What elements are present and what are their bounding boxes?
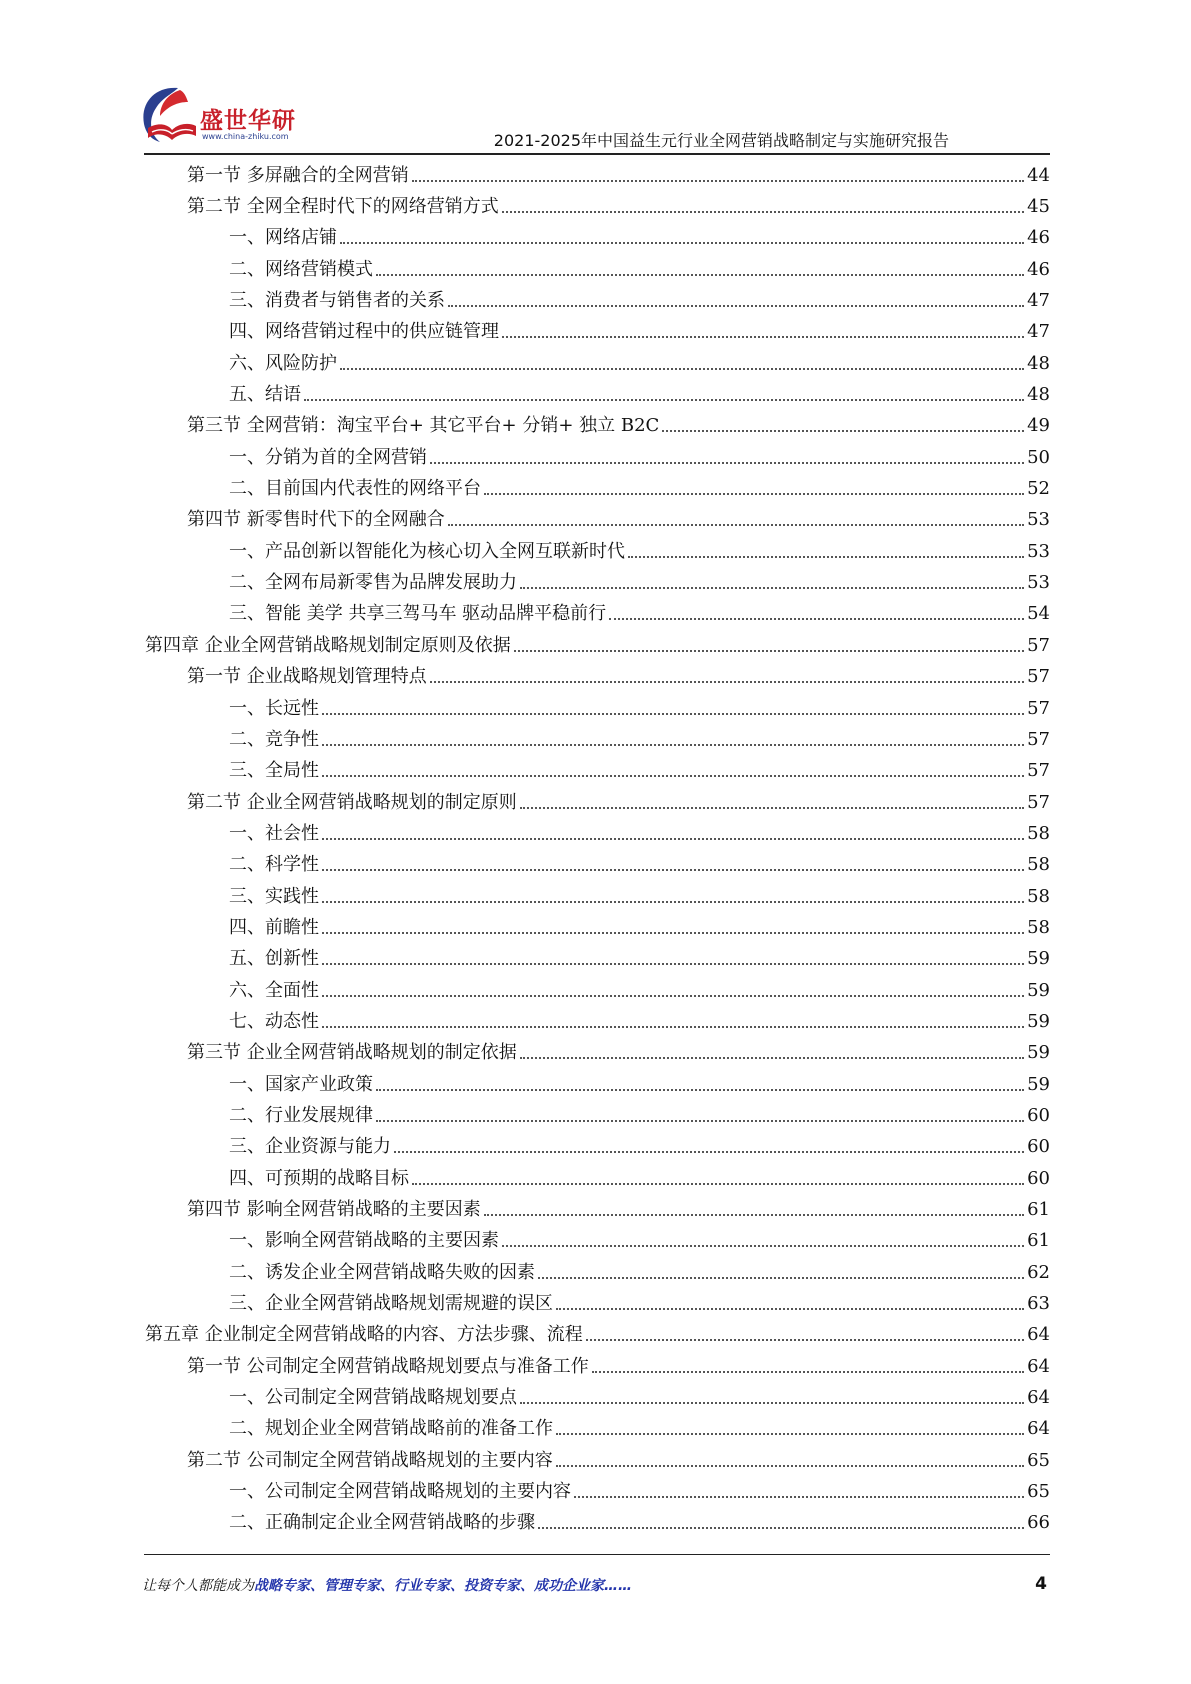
toc-entry-page: 54 (1027, 603, 1050, 625)
slogan-prefix: 让每个人都能成为 (142, 1578, 254, 1594)
toc-dot-leader (484, 493, 1024, 495)
toc-entry-page: 64 (1027, 1387, 1050, 1409)
toc-entry-label: 一、国家产业政策 (229, 1073, 373, 1095)
toc-entry-section[interactable] (0, 1351, 1191, 1382)
toc-entry-label: 第一节 公司制定全网营销战略规划要点与准备工作 (187, 1355, 589, 1377)
toc-entry-section[interactable] (0, 1038, 1191, 1069)
toc-entry-item[interactable] (0, 1288, 1191, 1319)
toc-entry-label: 第二节 企业全网营销战略规划的制定原则 (187, 791, 517, 813)
toc-entry-page: 57 (1027, 666, 1050, 688)
toc-entry-page: 59 (1027, 948, 1050, 970)
toc-entry-label: 一、公司制定全网营销战略规划的主要内容 (229, 1481, 571, 1503)
toc-entry-page: 47 (1027, 290, 1050, 312)
toc-entry-page: 53 (1027, 509, 1050, 531)
toc-entry-section[interactable] (0, 787, 1191, 818)
toc-dot-leader (322, 901, 1024, 903)
toc-entry-page: 57 (1027, 791, 1050, 813)
toc-entry-page: 62 (1027, 1261, 1050, 1283)
toc-entry-item[interactable] (0, 1414, 1191, 1445)
toc-entry-label: 一、社会性 (229, 822, 319, 844)
toc-entry-label: 一、产品创新以智能化为核心切入全网互联新时代 (229, 540, 625, 562)
toc-entry-label: 五、创新性 (229, 948, 319, 970)
toc-entry-label: 二、规划企业全网营销战略前的准备工作 (229, 1418, 553, 1440)
toc-dot-leader (592, 1371, 1024, 1373)
toc-dot-leader (662, 430, 1024, 432)
toc-dot-leader (412, 180, 1024, 182)
toc-entry-label: 一、长远性 (229, 697, 319, 719)
toc-dot-leader (609, 618, 1024, 620)
toc-entry-label: 第四节 新零售时代下的全网融合 (187, 509, 445, 531)
toc-entry-item[interactable] (0, 1226, 1191, 1257)
toc-entry-page: 65 (1027, 1481, 1050, 1503)
logo-url: www.china-zhiku.com (202, 132, 289, 141)
toc-entry-label: 三、实践性 (229, 885, 319, 907)
toc-entry-page: 44 (1027, 164, 1050, 186)
company-logo (138, 84, 338, 148)
toc-dot-leader (322, 1026, 1024, 1028)
toc-entry-page: 64 (1027, 1418, 1050, 1440)
toc-entry-item[interactable] (0, 975, 1191, 1006)
toc-entry-page: 46 (1027, 227, 1050, 249)
toc-dot-leader (556, 1308, 1024, 1310)
toc-dot-leader (514, 650, 1024, 652)
toc-entry-chapter[interactable] (0, 1320, 1191, 1351)
toc-entry-page: 57 (1027, 634, 1050, 656)
footer-slogan (142, 1575, 632, 1595)
toc-entry-item[interactable] (0, 223, 1191, 254)
toc-entry-page: 48 (1027, 352, 1050, 374)
toc-entry-label: 二、竞争性 (229, 728, 319, 750)
toc-entry-item[interactable] (0, 1100, 1191, 1131)
toc-entry-page: 57 (1027, 760, 1050, 782)
toc-entry-label: 三、全局性 (229, 760, 319, 782)
toc-entry-page: 60 (1027, 1167, 1050, 1189)
toc-entry-page: 48 (1027, 384, 1050, 406)
toc-dot-leader (556, 1465, 1024, 1467)
toc-dot-leader (538, 1277, 1024, 1279)
toc-dot-leader (322, 869, 1024, 871)
toc-entry-item[interactable] (0, 944, 1191, 975)
toc-dot-leader (628, 556, 1024, 558)
toc-entry-page: 53 (1027, 572, 1050, 594)
toc-entry-page: 57 (1027, 728, 1050, 750)
toc-entry-label: 第三节 全网营销：淘宝平台+ 其它平台+ 分销+ 独立 B2C (187, 415, 660, 437)
book-swoosh-logo-icon (138, 84, 200, 148)
toc-entry-page: 49 (1027, 415, 1050, 437)
toc-entry-page: 50 (1027, 446, 1050, 468)
toc-entry-label: 第二节 全网全程时代下的网络营销方式 (187, 196, 499, 218)
toc-dot-leader (586, 1339, 1024, 1341)
toc-dot-leader (412, 1183, 1024, 1185)
toc-entry-label: 三、智能 美学 共享三驾马车 驱动品牌平稳前行 (229, 603, 607, 625)
toc-entry-page: 58 (1027, 822, 1050, 844)
toc-entry-section[interactable] (0, 505, 1191, 536)
toc-dot-leader (484, 1214, 1024, 1216)
toc-dot-leader (322, 932, 1024, 934)
report-title: 2021-2025年中国益生元行业全网营销战略制定与实施研究报告 (493, 131, 949, 150)
toc-entry-section[interactable] (0, 411, 1191, 442)
toc-entry-page: 53 (1027, 540, 1050, 562)
toc-entry-label: 七、动态性 (229, 1010, 319, 1032)
toc-entry-item[interactable] (0, 850, 1191, 881)
toc-dot-leader (502, 211, 1024, 213)
toc-entry-label: 五、结语 (229, 384, 301, 406)
toc-entry-label: 二、网络营销模式 (229, 258, 373, 280)
toc-entry-item[interactable] (0, 536, 1191, 567)
toc-entry-label: 六、全面性 (229, 979, 319, 1001)
footer-divider (144, 1554, 1050, 1555)
toc-entry-label: 二、全网布局新零售为品牌发展助力 (229, 572, 517, 594)
toc-entry-item[interactable] (0, 1163, 1191, 1194)
toc-entry-item[interactable] (0, 285, 1191, 316)
toc-entry-item[interactable] (0, 912, 1191, 943)
toc-entry-page: 47 (1027, 321, 1050, 343)
toc-dot-leader (448, 524, 1024, 526)
toc-entry-label: 一、影响全网营销战略的主要因素 (229, 1230, 499, 1252)
toc-entry-item[interactable] (0, 818, 1191, 849)
toc-entry-item[interactable] (0, 1006, 1191, 1037)
toc-dot-leader (340, 368, 1024, 370)
table-of-contents (0, 160, 1191, 1539)
toc-entry-label: 一、网络店铺 (229, 227, 337, 249)
toc-entry-label: 二、正确制定企业全网营销战略的步骤 (229, 1512, 535, 1534)
toc-entry-label: 三、企业全网营销战略规划需规避的误区 (229, 1293, 553, 1315)
toc-entry-label: 三、企业资源与能力 (229, 1136, 391, 1158)
toc-entry-label: 四、前瞻性 (229, 916, 319, 938)
toc-entry-label: 第四节 影响全网营销战略的主要因素 (187, 1199, 481, 1221)
toc-entry-page: 59 (1027, 1042, 1050, 1064)
toc-entry-page: 66 (1027, 1512, 1050, 1534)
toc-entry-item[interactable] (0, 442, 1191, 473)
toc-entry-item[interactable] (0, 254, 1191, 285)
toc-entry-page: 64 (1027, 1324, 1050, 1346)
toc-dot-leader (538, 1527, 1024, 1529)
toc-entry-page: 58 (1027, 916, 1050, 938)
toc-dot-leader (574, 1496, 1024, 1498)
toc-entry-page: 61 (1027, 1199, 1050, 1221)
toc-dot-leader (376, 274, 1024, 276)
toc-dot-leader (322, 713, 1024, 715)
toc-entry-page: 61 (1027, 1230, 1050, 1252)
toc-dot-leader (448, 305, 1024, 307)
toc-dot-leader (520, 807, 1024, 809)
toc-entry-label: 二、科学性 (229, 854, 319, 876)
toc-entry-label: 三、消费者与销售者的关系 (229, 290, 445, 312)
toc-entry-page: 59 (1027, 1010, 1050, 1032)
toc-dot-leader (304, 399, 1024, 401)
toc-dot-leader (502, 336, 1024, 338)
toc-dot-leader (376, 1089, 1024, 1091)
toc-dot-leader (322, 963, 1024, 965)
logo-name: 盛世华研 (200, 108, 296, 134)
toc-dot-leader (394, 1151, 1024, 1153)
toc-entry-label: 二、目前国内代表性的网络平台 (229, 478, 481, 500)
toc-entry-section[interactable] (0, 1445, 1191, 1476)
toc-dot-leader (340, 242, 1024, 244)
toc-entry-item[interactable] (0, 1508, 1191, 1539)
toc-entry-page: 59 (1027, 979, 1050, 1001)
toc-entry-label: 一、公司制定全网营销战略规划要点 (229, 1387, 517, 1409)
toc-dot-leader (520, 1057, 1024, 1059)
toc-entry-item[interactable] (0, 1132, 1191, 1163)
toc-entry-page: 59 (1027, 1073, 1050, 1095)
toc-entry-item[interactable] (0, 473, 1191, 504)
toc-entry-label: 第五章 企业制定全网营销战略的内容、方法步骤、流程 (145, 1324, 583, 1346)
toc-entry-page: 46 (1027, 258, 1050, 280)
toc-entry-item[interactable] (0, 379, 1191, 410)
toc-entry-chapter[interactable] (0, 630, 1191, 661)
toc-entry-item[interactable] (0, 724, 1191, 755)
toc-entry-page: 52 (1027, 478, 1050, 500)
toc-entry-label: 四、可预期的战略目标 (229, 1167, 409, 1189)
toc-dot-leader (502, 1245, 1024, 1247)
toc-entry-item[interactable] (0, 1257, 1191, 1288)
toc-dot-leader (556, 1433, 1024, 1435)
toc-entry-label: 第一节 企业战略规划管理特点 (187, 666, 427, 688)
toc-entry-item[interactable] (0, 599, 1191, 630)
toc-dot-leader (322, 838, 1024, 840)
toc-entry-item[interactable] (0, 348, 1191, 379)
toc-dot-leader (430, 462, 1024, 464)
toc-entry-label: 二、行业发展规律 (229, 1104, 373, 1126)
toc-dot-leader (520, 587, 1024, 589)
toc-dot-leader (322, 775, 1024, 777)
toc-entry-item[interactable] (0, 1476, 1191, 1507)
toc-dot-leader (430, 681, 1024, 683)
toc-dot-leader (322, 995, 1024, 997)
toc-entry-section[interactable] (0, 662, 1191, 693)
toc-entry-label: 二、诱发企业全网营销战略失败的因素 (229, 1261, 535, 1283)
toc-entry-page: 60 (1027, 1104, 1050, 1126)
toc-entry-label: 第三节 企业全网营销战略规划的制定依据 (187, 1042, 517, 1064)
toc-entry-label: 四、网络营销过程中的供应链管理 (229, 321, 499, 343)
toc-entry-page: 60 (1027, 1136, 1050, 1158)
header-divider (144, 153, 1050, 155)
toc-dot-leader (322, 744, 1024, 746)
toc-entry-section[interactable] (0, 191, 1191, 222)
page-number: 4 (1035, 1574, 1047, 1594)
toc-entry-page: 45 (1027, 196, 1050, 218)
toc-entry-page: 64 (1027, 1355, 1050, 1377)
toc-entry-label: 一、分销为首的全网营销 (229, 446, 427, 468)
toc-entry-page: 65 (1027, 1449, 1050, 1471)
toc-entry-item[interactable] (0, 317, 1191, 348)
toc-entry-item[interactable] (0, 693, 1191, 724)
toc-entry-item[interactable] (0, 567, 1191, 598)
toc-entry-item[interactable] (0, 1069, 1191, 1100)
toc-entry-label: 第一节 多屏融合的全网营销 (187, 164, 409, 186)
toc-entry-section[interactable] (0, 1194, 1191, 1225)
toc-entry-label: 第四章 企业全网营销战略规划制定原则及依据 (145, 634, 511, 656)
toc-entry-page: 58 (1027, 854, 1050, 876)
slogan-highlight: 战略专家、管理专家、行业专家、投资专家、成功企业家…… (254, 1578, 632, 1594)
toc-entry-label: 第二节 公司制定全网营销战略规划的主要内容 (187, 1449, 553, 1471)
toc-entry-label: 六、风险防护 (229, 352, 337, 374)
toc-entry-page: 57 (1027, 697, 1050, 719)
toc-entry-page: 58 (1027, 885, 1050, 907)
toc-entry-section[interactable] (0, 160, 1191, 191)
toc-entry-item[interactable] (0, 881, 1191, 912)
toc-entry-item[interactable] (0, 756, 1191, 787)
toc-dot-leader (520, 1402, 1024, 1404)
toc-entry-item[interactable] (0, 1382, 1191, 1413)
toc-entry-page: 63 (1027, 1293, 1050, 1315)
toc-dot-leader (376, 1120, 1024, 1122)
